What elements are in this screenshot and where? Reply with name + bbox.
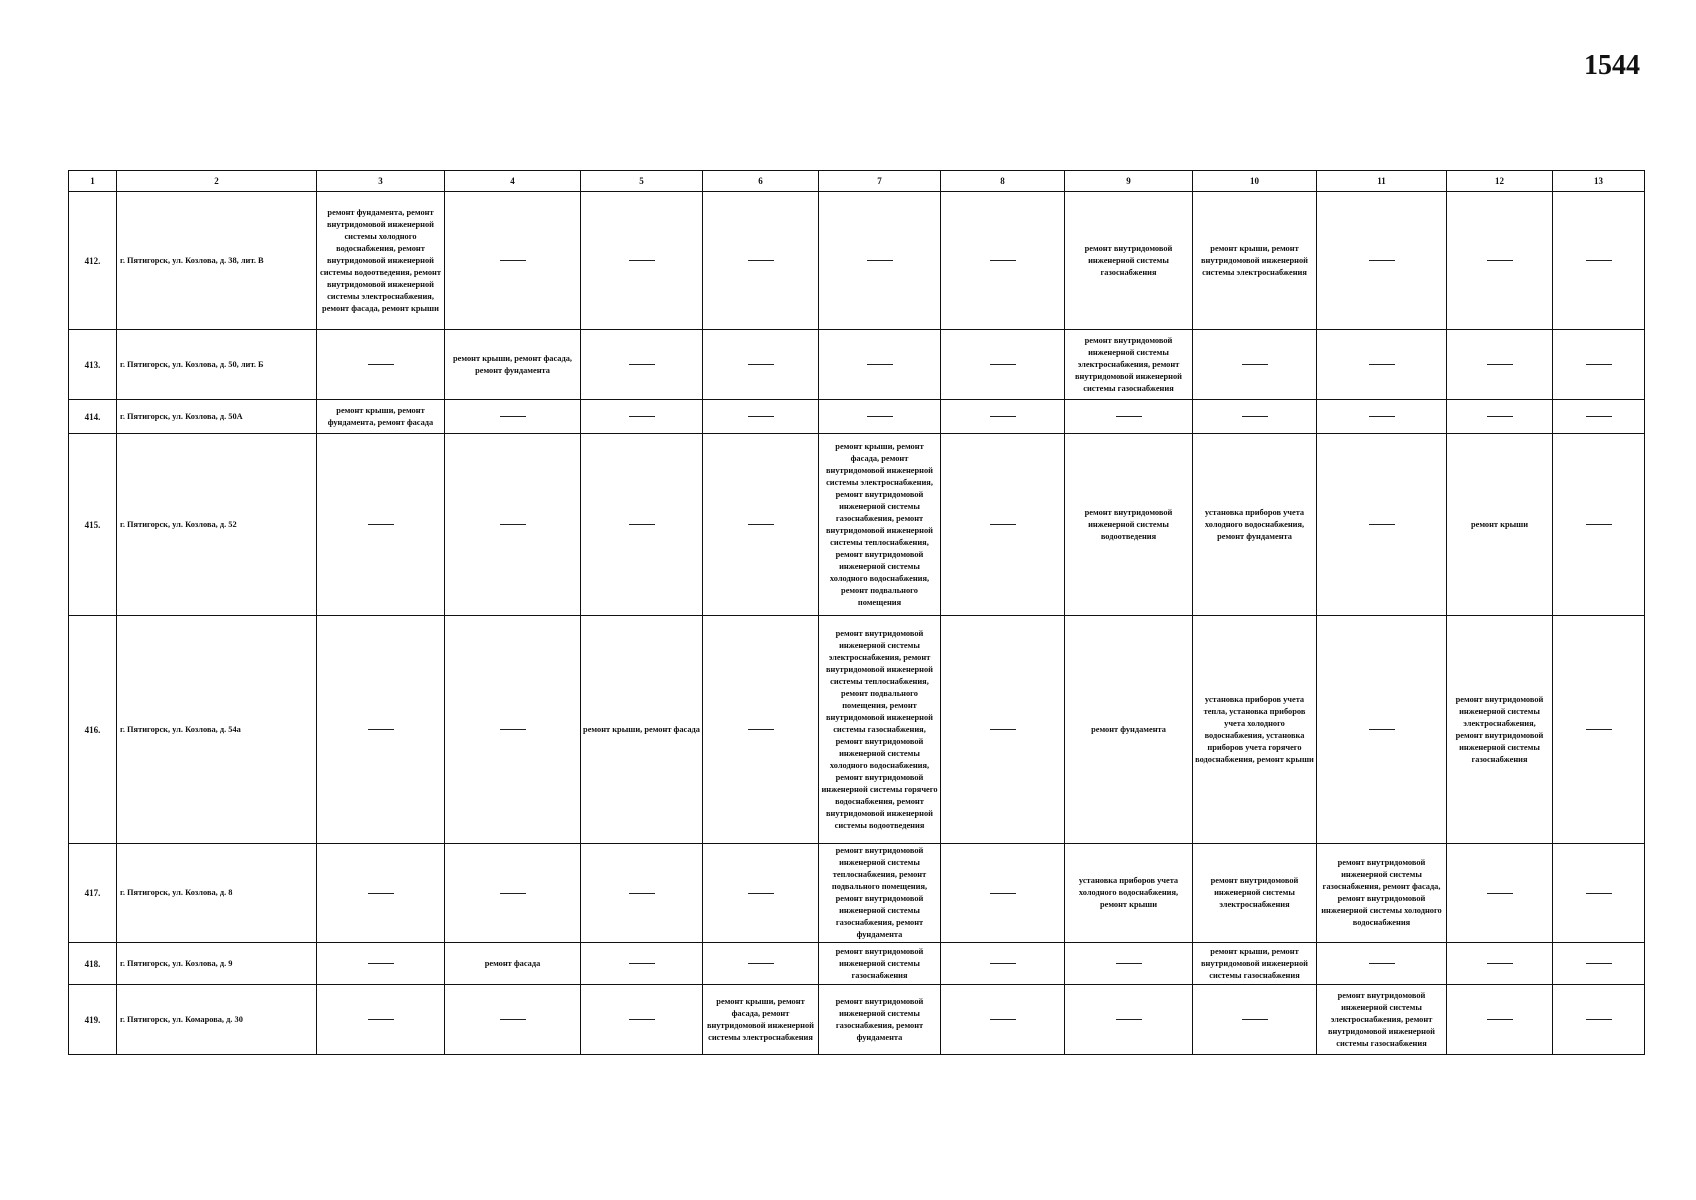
column-header-6: 6 bbox=[703, 171, 819, 192]
table-row bbox=[69, 943, 1645, 985]
empty-dash-cell bbox=[317, 844, 445, 943]
table-row bbox=[69, 192, 1645, 330]
dash-mark bbox=[748, 893, 774, 894]
dash-mark bbox=[990, 893, 1016, 894]
dash-mark bbox=[629, 364, 655, 365]
work-type-cell: ремонт внутридомовой инженерной системы газоснабжения bbox=[819, 943, 941, 985]
dash-mark bbox=[368, 524, 394, 525]
empty-dash-cell bbox=[1317, 434, 1447, 616]
dash-mark bbox=[990, 260, 1016, 261]
work-type-cell: ремонт крыши, ремонт внутридомовой инженерной системы электроснабжения bbox=[1193, 192, 1317, 330]
table-header bbox=[69, 171, 1645, 192]
empty-dash-cell bbox=[1553, 985, 1645, 1055]
empty-dash-cell bbox=[581, 330, 703, 400]
empty-dash-cell bbox=[581, 400, 703, 434]
work-type-cell: ремонт внутридомовой инженерной системы газоснабжения, ремонт фундамента bbox=[819, 985, 941, 1055]
empty-dash-cell bbox=[1447, 985, 1553, 1055]
empty-dash-cell bbox=[1553, 330, 1645, 400]
dash-mark bbox=[867, 364, 893, 365]
empty-dash-cell bbox=[1447, 844, 1553, 943]
column-header-1: 1 bbox=[69, 171, 117, 192]
dash-mark bbox=[1487, 893, 1513, 894]
empty-dash-cell bbox=[703, 434, 819, 616]
empty-dash-cell bbox=[1553, 400, 1645, 434]
empty-dash-cell bbox=[1553, 434, 1645, 616]
row-number: 419. bbox=[69, 985, 117, 1055]
dash-mark bbox=[867, 260, 893, 261]
column-header-3: 3 bbox=[317, 171, 445, 192]
dash-mark bbox=[1487, 1019, 1513, 1020]
dash-mark bbox=[748, 729, 774, 730]
dash-mark bbox=[368, 729, 394, 730]
empty-dash-cell bbox=[581, 985, 703, 1055]
dash-mark bbox=[1116, 416, 1142, 417]
dash-mark bbox=[748, 260, 774, 261]
column-header-11: 11 bbox=[1317, 171, 1447, 192]
work-type-cell: ремонт крыши, ремонт фундамента, ремонт фасада bbox=[317, 400, 445, 434]
dash-mark bbox=[500, 893, 526, 894]
empty-dash-cell bbox=[703, 192, 819, 330]
dash-mark bbox=[500, 729, 526, 730]
dash-mark bbox=[1586, 729, 1612, 730]
column-header-2: 2 bbox=[117, 171, 317, 192]
work-type-cell: ремонт крыши, ремонт фасада, ремонт внутридомовой инженерной системы электроснабжения, ремонт внутридомовой инженерной системы газоснабжения, ремонт внутридомовой инженерной системы теплоснабжения, ремонт внутридомовой инженерной системы холодного водоснабжения, ремонт подвального помещения bbox=[819, 434, 941, 616]
empty-dash-cell bbox=[581, 943, 703, 985]
empty-dash-cell bbox=[445, 400, 581, 434]
dash-mark bbox=[867, 416, 893, 417]
dash-mark bbox=[368, 1019, 394, 1020]
dash-mark bbox=[368, 893, 394, 894]
column-header-8: 8 bbox=[941, 171, 1065, 192]
dash-mark bbox=[1369, 524, 1395, 525]
work-type-cell: ремонт крыши, ремонт фасада, ремонт внутридомовой инженерной системы электроснабжения bbox=[703, 985, 819, 1055]
empty-dash-cell bbox=[703, 943, 819, 985]
column-header-13: 13 bbox=[1553, 171, 1645, 192]
dash-mark bbox=[1586, 260, 1612, 261]
work-type-cell: ремонт крыши, ремонт фасада bbox=[581, 616, 703, 844]
empty-dash-cell bbox=[819, 192, 941, 330]
dash-mark bbox=[629, 963, 655, 964]
empty-dash-cell bbox=[703, 330, 819, 400]
row-number: 415. bbox=[69, 434, 117, 616]
empty-dash-cell bbox=[1317, 400, 1447, 434]
work-type-cell: установка приборов учета тепла, установка приборов учета холодного водоснабжения, установка приборов учета горячего водоснабжения, ремонт крыши bbox=[1193, 616, 1317, 844]
page-number: 1544 bbox=[1584, 50, 1640, 81]
dash-mark bbox=[1369, 416, 1395, 417]
work-type-cell: ремонт внутридомовой инженерной системы водоотведения bbox=[1065, 434, 1193, 616]
dash-mark bbox=[990, 729, 1016, 730]
work-type-cell: ремонт фундамента, ремонт внутридомовой инженерной системы холодного водоснабжения, ремонт внутридомовой инженерной системы водоотведения, ремонт внутридомовой инженерной системы электроснабжения, ремонт фасада, ремонт крыши bbox=[317, 192, 445, 330]
dash-mark bbox=[1487, 364, 1513, 365]
empty-dash-cell bbox=[445, 192, 581, 330]
table-row bbox=[69, 330, 1645, 400]
empty-dash-cell bbox=[445, 434, 581, 616]
empty-dash-cell bbox=[317, 616, 445, 844]
row-number: 416. bbox=[69, 616, 117, 844]
dash-mark bbox=[629, 893, 655, 894]
work-type-cell: установка приборов учета холодного водоснабжения, ремонт крыши bbox=[1065, 844, 1193, 943]
empty-dash-cell bbox=[1193, 985, 1317, 1055]
address-cell: г. Пятигорск, ул. Козлова, д. 50А bbox=[117, 400, 317, 434]
work-type-cell: ремонт крыши, ремонт внутридомовой инженерной системы газоснабжения bbox=[1193, 943, 1317, 985]
empty-dash-cell bbox=[1447, 192, 1553, 330]
empty-dash-cell bbox=[1447, 943, 1553, 985]
dash-mark bbox=[500, 416, 526, 417]
dash-mark bbox=[500, 1019, 526, 1020]
work-type-cell: ремонт внутридомовой инженерной системы электроснабжения, ремонт внутридомовой инженерной системы теплоснабжения, ремонт подвального помещения, ремонт внутридомовой инженерной системы газоснабжения, ремонт внутридомовой инженерной системы холодного водоснабжения, ремонт внутридомовой инженерной системы горячего водоснабжения, ремонт внутридомовой инженерной системы водоотведения bbox=[819, 616, 941, 844]
row-number: 418. bbox=[69, 943, 117, 985]
work-type-cell: ремонт внутридомовой инженерной системы электроснабжения bbox=[1193, 844, 1317, 943]
empty-dash-cell bbox=[1447, 400, 1553, 434]
empty-dash-cell bbox=[317, 434, 445, 616]
row-number: 412. bbox=[69, 192, 117, 330]
empty-dash-cell bbox=[1193, 330, 1317, 400]
row-number: 414. bbox=[69, 400, 117, 434]
column-header-5: 5 bbox=[581, 171, 703, 192]
table-body bbox=[69, 192, 1645, 1055]
empty-dash-cell bbox=[941, 943, 1065, 985]
work-type-cell: установка приборов учета холодного водоснабжения, ремонт фундамента bbox=[1193, 434, 1317, 616]
dash-mark bbox=[1586, 524, 1612, 525]
empty-dash-cell bbox=[445, 985, 581, 1055]
empty-dash-cell bbox=[1317, 192, 1447, 330]
empty-dash-cell bbox=[941, 616, 1065, 844]
empty-dash-cell bbox=[941, 400, 1065, 434]
empty-dash-cell bbox=[1553, 192, 1645, 330]
dash-mark bbox=[1242, 1019, 1268, 1020]
column-header-4: 4 bbox=[445, 171, 581, 192]
address-cell: г. Пятигорск, ул. Козлова, д. 54а bbox=[117, 616, 317, 844]
empty-dash-cell bbox=[1065, 400, 1193, 434]
dash-mark bbox=[1487, 260, 1513, 261]
address-cell: г. Пятигорск, ул. Козлова, д. 38, лит. В bbox=[117, 192, 317, 330]
address-cell: г. Пятигорск, ул. Козлова, д. 50, лит. Б bbox=[117, 330, 317, 400]
dash-mark bbox=[629, 524, 655, 525]
empty-dash-cell bbox=[703, 400, 819, 434]
work-type-cell: ремонт внутридомовой инженерной системы электроснабжения, ремонт внутридомовой инженерной системы газоснабжения bbox=[1317, 985, 1447, 1055]
empty-dash-cell bbox=[819, 330, 941, 400]
row-number: 417. bbox=[69, 844, 117, 943]
header-row bbox=[69, 171, 1645, 192]
table-row bbox=[69, 434, 1645, 616]
dash-mark bbox=[1369, 364, 1395, 365]
empty-dash-cell bbox=[1553, 844, 1645, 943]
empty-dash-cell bbox=[581, 434, 703, 616]
dash-mark bbox=[629, 1019, 655, 1020]
empty-dash-cell bbox=[1193, 400, 1317, 434]
empty-dash-cell bbox=[1317, 330, 1447, 400]
table-row bbox=[69, 400, 1645, 434]
column-header-7: 7 bbox=[819, 171, 941, 192]
empty-dash-cell bbox=[941, 192, 1065, 330]
dash-mark bbox=[1116, 1019, 1142, 1020]
dash-mark bbox=[990, 524, 1016, 525]
empty-dash-cell bbox=[1065, 943, 1193, 985]
column-header-12: 12 bbox=[1447, 171, 1553, 192]
dash-mark bbox=[1369, 260, 1395, 261]
dash-mark bbox=[500, 260, 526, 261]
empty-dash-cell bbox=[703, 616, 819, 844]
work-type-cell: ремонт фасада bbox=[445, 943, 581, 985]
empty-dash-cell bbox=[1553, 616, 1645, 844]
dash-mark bbox=[990, 1019, 1016, 1020]
dash-mark bbox=[748, 416, 774, 417]
dash-mark bbox=[629, 260, 655, 261]
empty-dash-cell bbox=[317, 943, 445, 985]
empty-dash-cell bbox=[1317, 943, 1447, 985]
empty-dash-cell bbox=[941, 844, 1065, 943]
dash-mark bbox=[1586, 364, 1612, 365]
address-cell: г. Пятигорск, ул. Козлова, д. 8 bbox=[117, 844, 317, 943]
dash-mark bbox=[1487, 963, 1513, 964]
dash-mark bbox=[990, 963, 1016, 964]
empty-dash-cell bbox=[1447, 330, 1553, 400]
dash-mark bbox=[1487, 416, 1513, 417]
empty-dash-cell bbox=[941, 330, 1065, 400]
work-type-cell: ремонт внутридомовой инженерной системы электроснабжения, ремонт внутридомовой инженерной системы газоснабжения bbox=[1065, 330, 1193, 400]
address-cell: г. Пятигорск, ул. Козлова, д. 52 bbox=[117, 434, 317, 616]
table-row bbox=[69, 616, 1645, 844]
empty-dash-cell bbox=[581, 192, 703, 330]
dash-mark bbox=[1586, 963, 1612, 964]
column-header-10: 10 bbox=[1193, 171, 1317, 192]
dash-mark bbox=[500, 524, 526, 525]
dash-mark bbox=[1586, 1019, 1612, 1020]
dash-mark bbox=[1242, 364, 1268, 365]
dash-mark bbox=[1369, 729, 1395, 730]
empty-dash-cell bbox=[1065, 985, 1193, 1055]
work-type-cell: ремонт внутридомовой инженерной системы электроснабжения, ремонт внутридомовой инженерной системы газоснабжения bbox=[1447, 616, 1553, 844]
dash-mark bbox=[748, 524, 774, 525]
dash-mark bbox=[990, 364, 1016, 365]
dash-mark bbox=[629, 416, 655, 417]
empty-dash-cell bbox=[819, 400, 941, 434]
empty-dash-cell bbox=[703, 844, 819, 943]
address-cell: г. Пятигорск, ул. Козлова, д. 9 bbox=[117, 943, 317, 985]
work-type-cell: ремонт крыши bbox=[1447, 434, 1553, 616]
dash-mark bbox=[748, 364, 774, 365]
dash-mark bbox=[1242, 416, 1268, 417]
column-header-9: 9 bbox=[1065, 171, 1193, 192]
empty-dash-cell bbox=[1553, 943, 1645, 985]
work-type-cell: ремонт внутридомовой инженерной системы газоснабжения, ремонт фасада, ремонт внутридомовой инженерной системы холодного водоснабжения bbox=[1317, 844, 1447, 943]
work-type-cell: ремонт крыши, ремонт фасада, ремонт фундамента bbox=[445, 330, 581, 400]
dash-mark bbox=[1586, 416, 1612, 417]
table-row bbox=[69, 844, 1645, 943]
dash-mark bbox=[368, 364, 394, 365]
work-type-cell: ремонт внутридомовой инженерной системы теплоснабжения, ремонт подвального помещения, ремонт внутридомовой инженерной системы газоснабжения, ремонт фундамента bbox=[819, 844, 941, 943]
empty-dash-cell bbox=[445, 616, 581, 844]
row-number: 413. bbox=[69, 330, 117, 400]
repair-schedule-table bbox=[68, 170, 1645, 1055]
empty-dash-cell bbox=[941, 985, 1065, 1055]
table-row bbox=[69, 985, 1645, 1055]
dash-mark bbox=[1586, 893, 1612, 894]
dash-mark bbox=[1369, 963, 1395, 964]
empty-dash-cell bbox=[941, 434, 1065, 616]
dash-mark bbox=[1116, 963, 1142, 964]
dash-mark bbox=[990, 416, 1016, 417]
address-cell: г. Пятигорск, ул. Комарова, д. 30 bbox=[117, 985, 317, 1055]
empty-dash-cell bbox=[317, 330, 445, 400]
dash-mark bbox=[748, 963, 774, 964]
empty-dash-cell bbox=[581, 844, 703, 943]
empty-dash-cell bbox=[445, 844, 581, 943]
work-type-cell: ремонт внутридомовой инженерной системы газоснабжения bbox=[1065, 192, 1193, 330]
empty-dash-cell bbox=[1317, 616, 1447, 844]
empty-dash-cell bbox=[317, 985, 445, 1055]
dash-mark bbox=[368, 963, 394, 964]
work-type-cell: ремонт фундамента bbox=[1065, 616, 1193, 844]
